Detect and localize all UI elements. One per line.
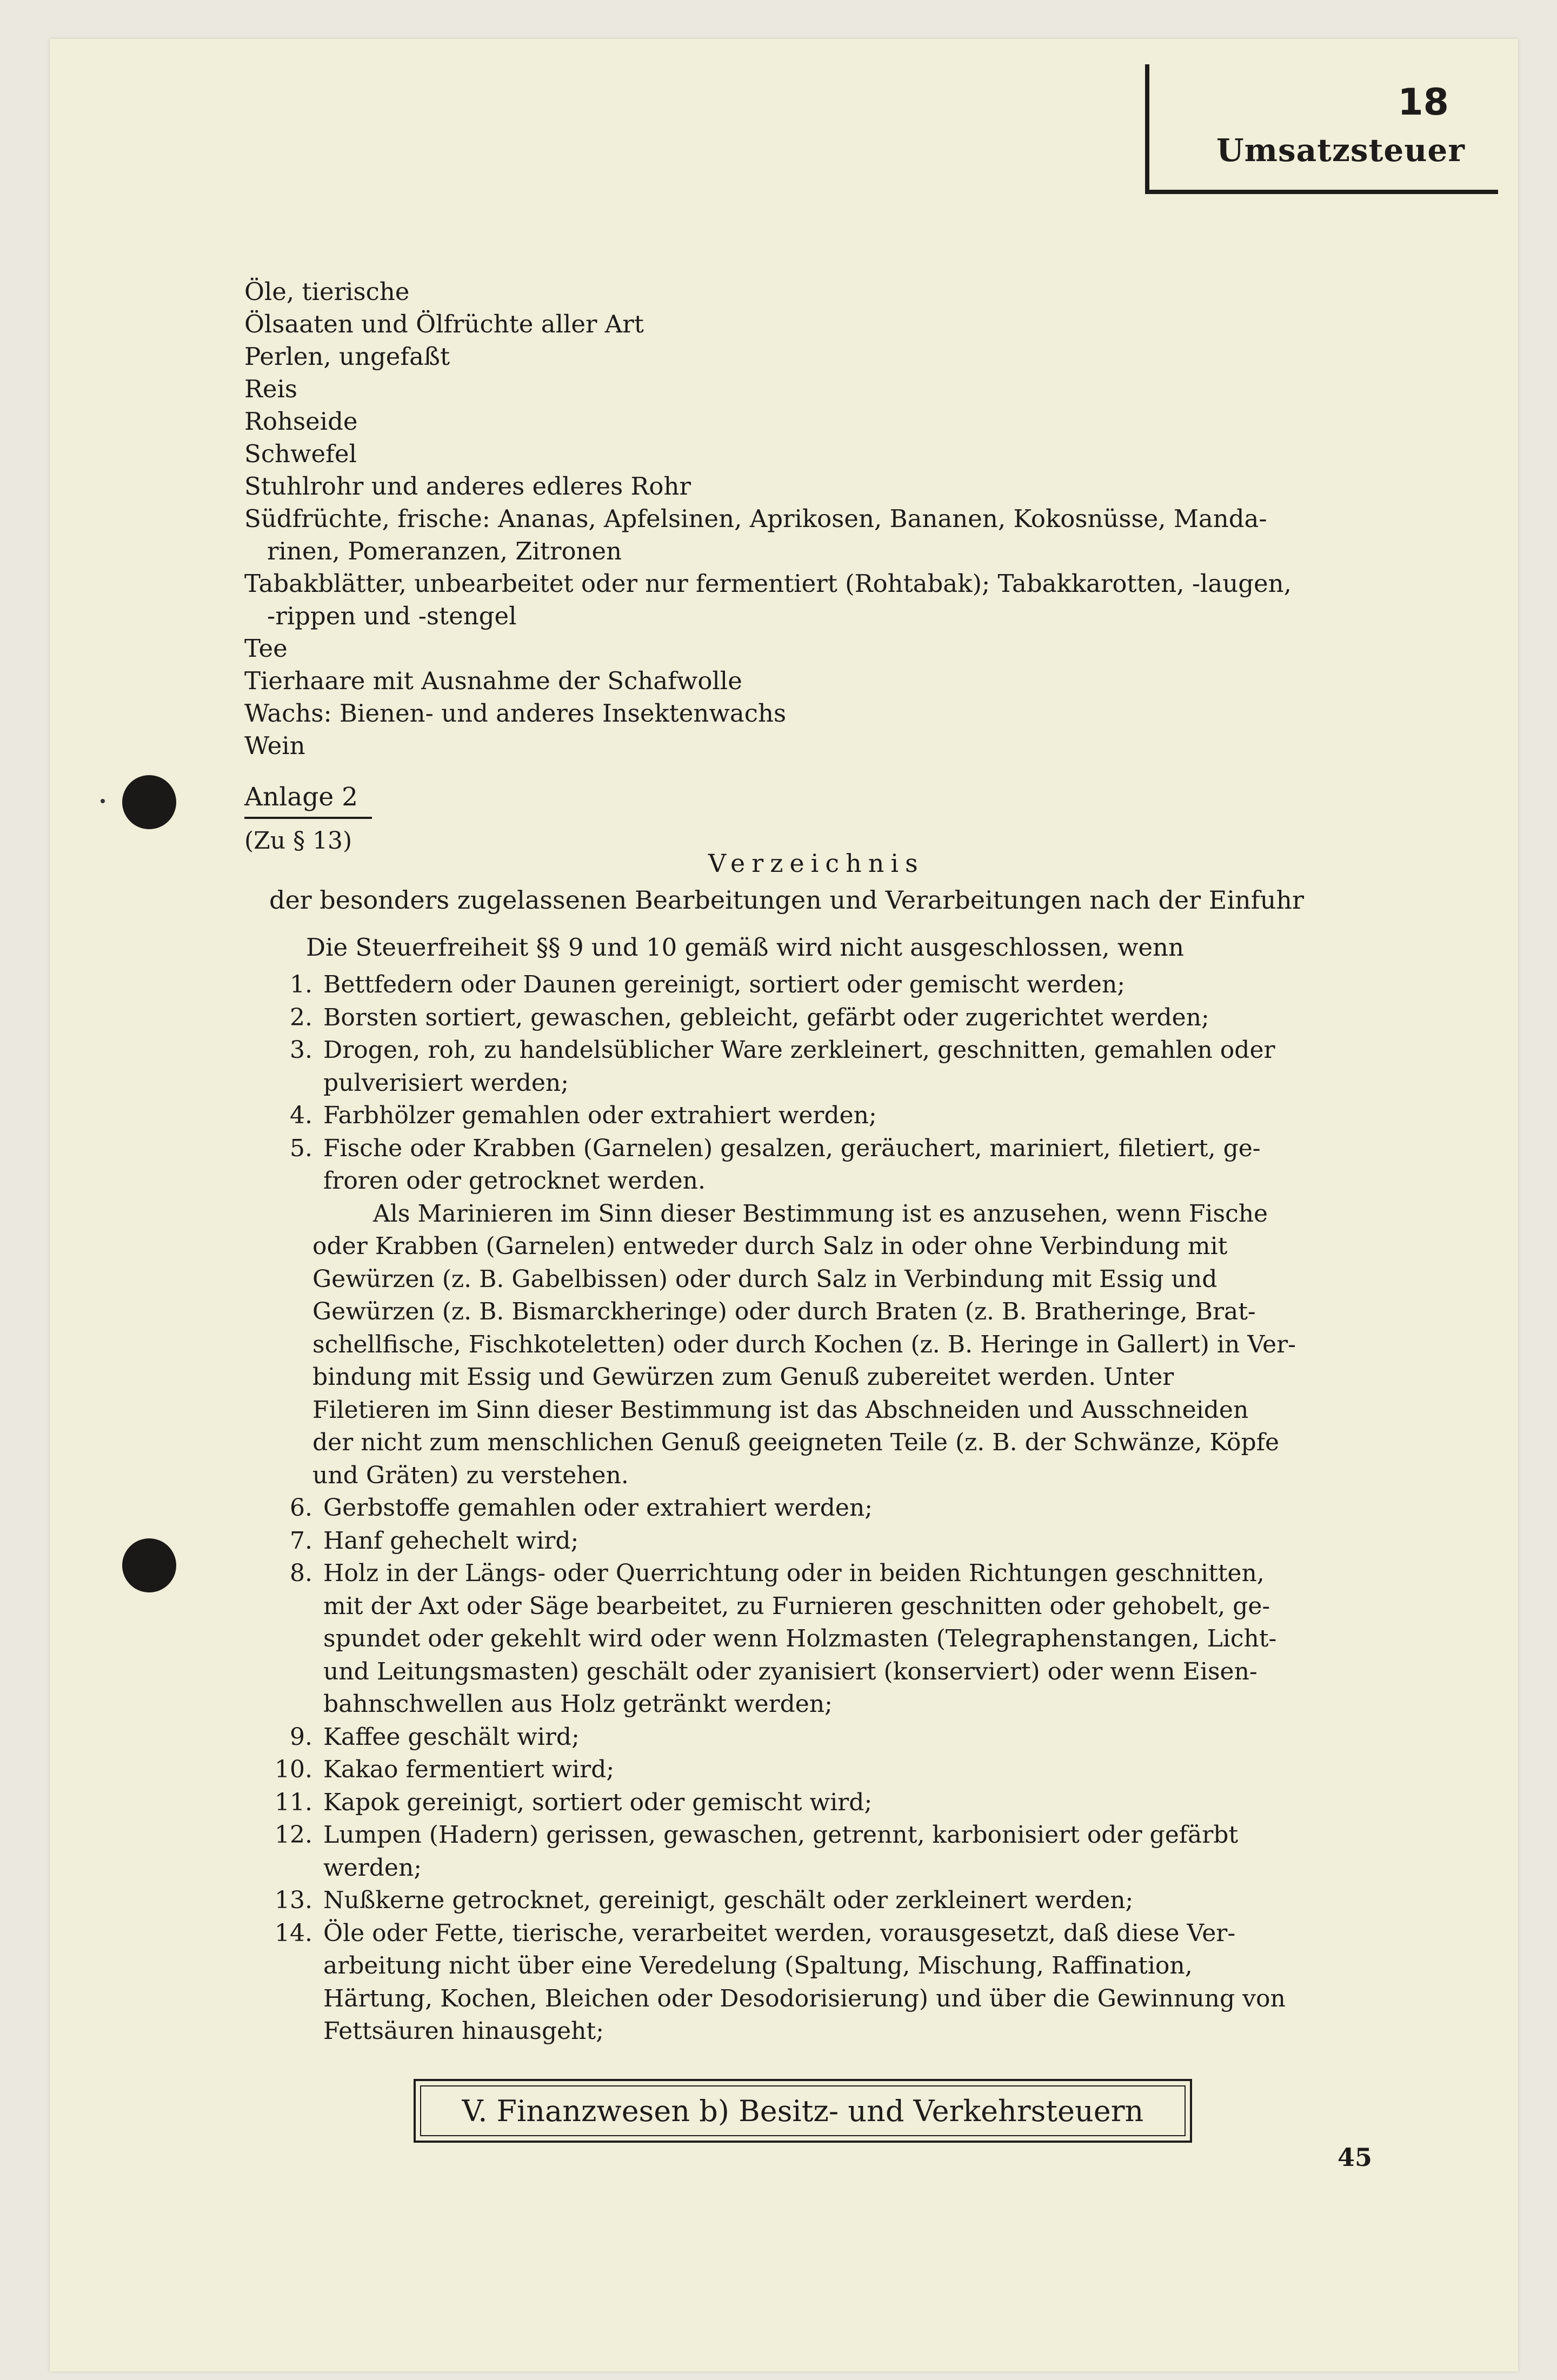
item-number: 14.	[275, 1919, 312, 1947]
goods-line: Wachs: Bienen- und anderes Insektenwachs	[244, 699, 787, 728]
paragraph-line: schellfische, Fischkoteletten) oder durch Kochen (z. B. Heringe in Gallert) in Ver-	[312, 1330, 1296, 1358]
list-item	[249, 1002, 1373, 1035]
section-footer-box	[414, 2079, 1192, 2143]
item-text: Drogen, roh, zu handelsüblicher Ware zerkleinert, geschnitten, gemahlen oder	[323, 1036, 1275, 1064]
register-number: 18	[1398, 81, 1449, 124]
goods-line: Ölsaaten und Ölfrüchte aller Art	[244, 310, 644, 338]
item-number: 1.	[290, 971, 312, 998]
list-item	[249, 1099, 1373, 1132]
item-text: Fettsäuren hinausgeht;	[323, 2017, 604, 2045]
paragraph-line: der nicht zum menschlichen Genuß geeigneten Teile (z. B. der Schwänze, Köpfe	[312, 1429, 1280, 1456]
item-text: Holz in der Längs- oder Querrichtung oder in beiden Richtungen geschnitten,	[323, 1559, 1265, 1587]
item-number: 5.	[290, 1134, 312, 1162]
item-text: Gerbstoffe gemahlen oder extrahiert werden;	[323, 1494, 873, 1522]
page-number: 45	[1338, 2143, 1373, 2172]
item-text: Hanf gehechelt wird;	[323, 1526, 579, 1555]
item-text: pulverisiert werden;	[323, 1069, 569, 1097]
paragraph-line: bindung mit Essig und Gewürzen zum Genuß zubereitet werden. Unter	[312, 1363, 1174, 1391]
item-text: Nußkerne getrocknet, gereinigt, geschält oder zerkleinert werden;	[323, 1886, 1134, 1914]
item-text: spundet oder gekehlt wird oder wenn Holzmasten (Telegraphenstangen, Licht-	[323, 1625, 1277, 1652]
list-item	[249, 1557, 1373, 1721]
item-number: 7.	[290, 1526, 312, 1555]
goods-line: Reis	[244, 375, 297, 403]
item-number: 10.	[275, 1756, 312, 1783]
list-item	[249, 1917, 1373, 2048]
paragraph-line: Als Marinieren im Sinn dieser Bestimmung ist es anzusehen, wenn Fische	[373, 1199, 1268, 1228]
item-text: Lumpen (Hadern) gerissen, gewaschen, getrennt, karbonisiert oder gefärbt	[323, 1821, 1239, 1849]
item-text: Fische oder Krabben (Garnelen) gesalzen, geräuchert, mariniert, filetiert, ge-	[323, 1134, 1261, 1162]
goods-line: Tabakblätter, unbearbeitet oder nur fermentiert (Rohtabak); Tabakkarotten, -laugen,	[244, 569, 1292, 598]
item-number: 9.	[290, 1723, 312, 1751]
item-number: 12.	[275, 1821, 312, 1849]
item-text: Kaffee geschält wird;	[323, 1723, 580, 1751]
goods-line: Tierhaare mit Ausnahme der Schafwolle	[244, 666, 742, 695]
item-number: 11.	[275, 1788, 312, 1816]
item-text: froren oder getrocknet werden.	[323, 1167, 706, 1195]
goods-line-continued: rinen, Pomeranzen, Zitronen	[267, 537, 622, 565]
goods-line-continued: -rippen und -stengel	[267, 602, 517, 630]
goods-line: Schwefel	[244, 439, 357, 468]
punch-hole-icon	[122, 775, 176, 829]
item-text: Farbhölzer gemahlen oder extrahiert werden;	[323, 1102, 877, 1129]
goods-line: Südfrüchte, frische: Ananas, Apfelsinen, Aprikosen, Bananen, Kokosnüsse, Manda-	[244, 504, 1267, 533]
item-text: Öle oder Fette, tierische, verarbeitet werden, vorausgesetzt, daß diese Ver-	[323, 1919, 1236, 1947]
goods-line: Wein	[244, 731, 305, 760]
item-text: Borsten sortiert, gewaschen, gebleicht, gefärbt oder zugerichtet werden;	[323, 1003, 1209, 1031]
item-number: 8.	[290, 1559, 312, 1587]
item-text: Kakao fermentiert wird;	[323, 1756, 615, 1783]
item-number: 3.	[290, 1036, 312, 1064]
item-number: 4.	[290, 1102, 312, 1129]
punch-hole-icon	[122, 1538, 176, 1592]
goods-line: Öle, tierische	[244, 277, 410, 306]
goods-line: Stuhlrohr und anderes edleres Rohr	[244, 472, 691, 501]
goods-line: Perlen, ungefaßt	[244, 342, 450, 371]
item-text: Kapok gereinigt, sortiert oder gemischt wird;	[323, 1788, 873, 1816]
item-text: bahnschwellen aus Holz getränkt werden;	[323, 1690, 833, 1718]
item-text: und Leitungsmasten) geschält oder zyanisiert (konserviert) oder wenn Eisen-	[323, 1657, 1257, 1685]
annex-title: Anlage 2	[244, 781, 372, 819]
item-text: Härtung, Kochen, Bleichen oder Desodorisierung) und über die Gewinnung von	[323, 1984, 1286, 2012]
list-item	[249, 1132, 1373, 1198]
paragraph-line: oder Krabben (Garnelen) entweder durch Salz in oder ohne Verbindung mit	[312, 1232, 1228, 1260]
list-item	[249, 1525, 1373, 1558]
annex-reference: (Zu § 13)	[244, 827, 352, 855]
goods-list	[244, 276, 1390, 762]
list-item	[249, 1884, 1373, 1917]
numbered-list	[249, 969, 1373, 2048]
margin-mark	[101, 799, 105, 803]
list-item	[249, 1492, 1373, 1525]
item-number: 2.	[290, 1003, 312, 1031]
item-number: 6.	[290, 1494, 312, 1522]
list-item	[249, 1034, 1373, 1099]
section-intro: Die Steuerfreiheit §§ 9 und 10 gemäß wird nicht ausgeschlossen, wenn	[306, 933, 1184, 962]
goods-line: Tee	[244, 634, 288, 663]
paragraph-line: Gewürzen (z. B. Bismarckheringe) oder durch Braten (z. B. Bratheringe, Brat-	[312, 1298, 1256, 1325]
paragraph-line: Gewürzen (z. B. Gabelbissen) oder durch Salz in Verbindung mit Essig und	[312, 1265, 1217, 1293]
paragraph-line: und Gräten) zu verstehen.	[312, 1461, 629, 1489]
list-item	[249, 1721, 1373, 1754]
item-text: werden;	[323, 1854, 422, 1882]
item-text: Bettfedern oder Daunen gereinigt, sortiert oder gemischt werden;	[323, 971, 1126, 998]
section-footer-label: V. Finanzwesen b) Besitz- und Verkehrsteuern	[462, 2094, 1144, 2128]
list-item	[249, 1754, 1373, 1786]
item-text: mit der Axt oder Säge bearbeitet, zu Furnieren geschnitten oder gehobelt, ge-	[323, 1592, 1270, 1620]
section-subheading: der besonders zugelassenen Bearbeitungen und Verarbeitungen nach der Einfuhr	[269, 885, 1304, 915]
marinieren-paragraph	[249, 1198, 1373, 1492]
goods-line: Rohseide	[244, 407, 358, 436]
item-text: arbeitung nicht über eine Veredelung (Spaltung, Mischung, Raffination,	[323, 1952, 1193, 1979]
list-item	[249, 1819, 1373, 1884]
register-title: Umsatzsteuer	[1216, 132, 1465, 169]
list-item	[249, 1786, 1373, 1819]
section-heading: Verzeichnis	[708, 849, 924, 878]
item-number: 13.	[275, 1886, 312, 1914]
list-item	[249, 969, 1373, 1002]
paragraph-line: Filetieren im Sinn dieser Bestimmung ist das Abschneiden und Ausschneiden	[312, 1396, 1249, 1424]
